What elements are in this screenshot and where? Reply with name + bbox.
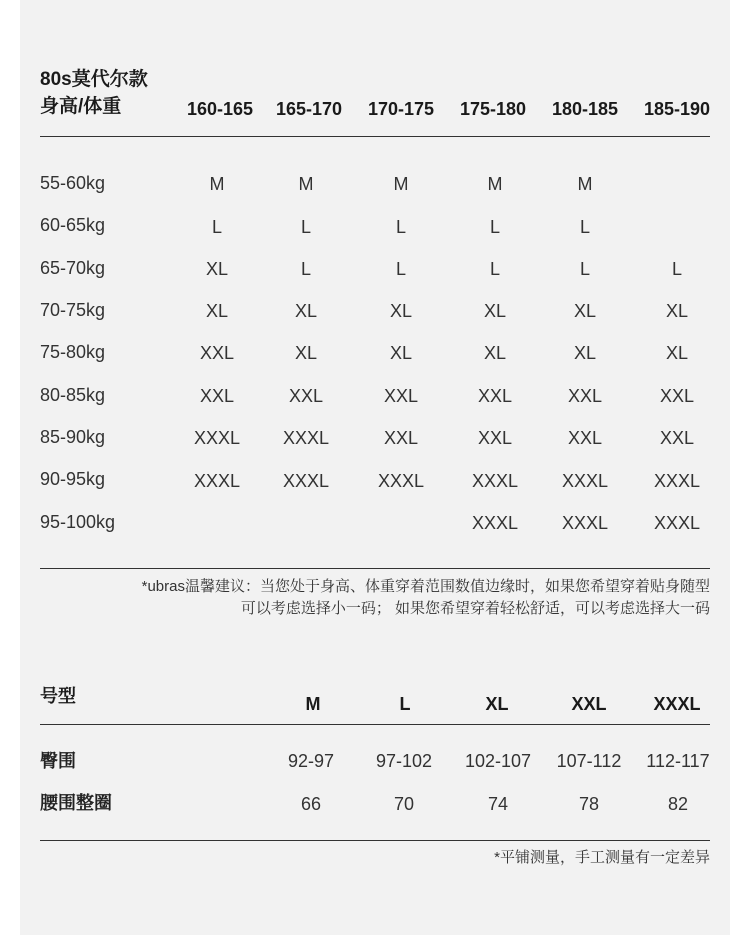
size-header: XL (485, 694, 509, 714)
product-title: 80s莫代尔款 (40, 69, 148, 90)
height-header: 185-190 (643, 99, 711, 119)
size-cell: XL (294, 343, 318, 363)
measurement-cell: 70 (393, 794, 415, 814)
height-header: 160-165 (186, 99, 254, 119)
size-advice-note: *ubras温馨建议：当您处于身高、体重穿着范围数值边缘时，如果您希望穿着贴身随型 (141, 578, 710, 595)
size-cell: XXL (199, 386, 235, 406)
size-cell: L (489, 259, 500, 279)
size-cell: XL (205, 259, 229, 279)
size-cell: XXXL (561, 513, 609, 533)
weight-label: 95-100kg (40, 512, 116, 532)
size-header: XXXL (653, 694, 701, 714)
measurement-note: *平铺测量，手工测量有一定差异 (494, 849, 710, 866)
measurement-cell: 82 (667, 794, 689, 814)
size-cell: XXXL (471, 513, 519, 533)
size-cell: XXXL (282, 471, 330, 491)
size-header: XXL (571, 694, 607, 714)
size-cell: XXL (477, 428, 513, 448)
size-cell: XXL (199, 343, 235, 363)
table-divider (40, 568, 710, 569)
size-cell: M (393, 174, 409, 194)
size-cell: XXL (567, 428, 603, 448)
measurement-cell: 97-102 (375, 751, 433, 771)
measurement-cell: 66 (300, 794, 322, 814)
weight-label: 60-65kg (40, 215, 106, 235)
size-cell: L (579, 259, 590, 279)
size-cell: L (300, 259, 311, 279)
size-header: L (399, 694, 411, 714)
size-advice-note: 可以考虑选择小一码； 如果您希望穿着轻松舒适，可以考虑选择大一码 (240, 600, 710, 617)
size-type-header: 号型 (40, 686, 76, 706)
size-header: M (305, 694, 321, 714)
header-divider (40, 136, 710, 137)
size-cell: M (209, 174, 225, 194)
size-cell: XL (573, 301, 597, 321)
size-cell: XXL (477, 386, 513, 406)
size-cell: XXXL (561, 471, 609, 491)
measurement-cell: 102-107 (464, 751, 532, 771)
weight-label: 55-60kg (40, 173, 106, 193)
size-cell: XXXL (193, 471, 241, 491)
size-cell: XXL (288, 386, 324, 406)
weight-label: 75-80kg (40, 342, 106, 362)
size-cell: XXL (383, 428, 419, 448)
size-cell: L (395, 259, 406, 279)
size-cell: M (487, 174, 503, 194)
size-cell: XXXL (653, 513, 701, 533)
measurement-label: 臀围 (40, 751, 76, 771)
measurement-cell: 74 (487, 794, 509, 814)
size-cell: XL (389, 301, 413, 321)
size-cell: XXXL (193, 428, 241, 448)
size-cell: M (577, 174, 593, 194)
size-cell: XXXL (377, 471, 425, 491)
size-cell: L (300, 217, 311, 237)
size-cell: XL (483, 343, 507, 363)
height-header: 180-185 (551, 99, 619, 119)
size-cell: XXL (567, 386, 603, 406)
size-cell: L (579, 217, 590, 237)
size-cell: XXXL (471, 471, 519, 491)
size-cell: XL (294, 301, 318, 321)
size-cell: XXL (659, 386, 695, 406)
size-cell: XL (205, 301, 229, 321)
size-cell: XL (389, 343, 413, 363)
size-cell: L (489, 217, 500, 237)
size-cell: XXXL (653, 471, 701, 491)
height-header: 175-180 (459, 99, 527, 119)
size-cell: L (211, 217, 222, 237)
weight-label: 70-75kg (40, 300, 106, 320)
size-cell: XXL (659, 428, 695, 448)
weight-label: 90-95kg (40, 469, 106, 489)
weight-label: 65-70kg (40, 258, 106, 278)
measurement-cell: 107-112 (556, 751, 622, 771)
height-weight-header: 身高/体重 (40, 96, 122, 117)
size-cell: XXXL (282, 428, 330, 448)
size-cell: XL (665, 301, 689, 321)
height-header: 165-170 (275, 99, 343, 119)
size-cell: XL (665, 343, 689, 363)
weight-label: 85-90kg (40, 427, 106, 447)
measurement-cell: 112-117 (646, 751, 710, 771)
size-cell: M (298, 174, 314, 194)
table-divider (40, 840, 710, 841)
height-header: 170-175 (367, 99, 435, 119)
measurement-cell: 92-97 (287, 751, 335, 771)
measurement-label: 腰围整圈 (40, 793, 112, 813)
size-cell: L (671, 259, 682, 279)
size-cell: XL (483, 301, 507, 321)
measurement-cell: 78 (578, 794, 600, 814)
header-divider (40, 724, 710, 725)
size-cell: XXL (383, 386, 419, 406)
size-cell: XL (573, 343, 597, 363)
weight-label: 80-85kg (40, 385, 106, 405)
size-cell: L (395, 217, 406, 237)
